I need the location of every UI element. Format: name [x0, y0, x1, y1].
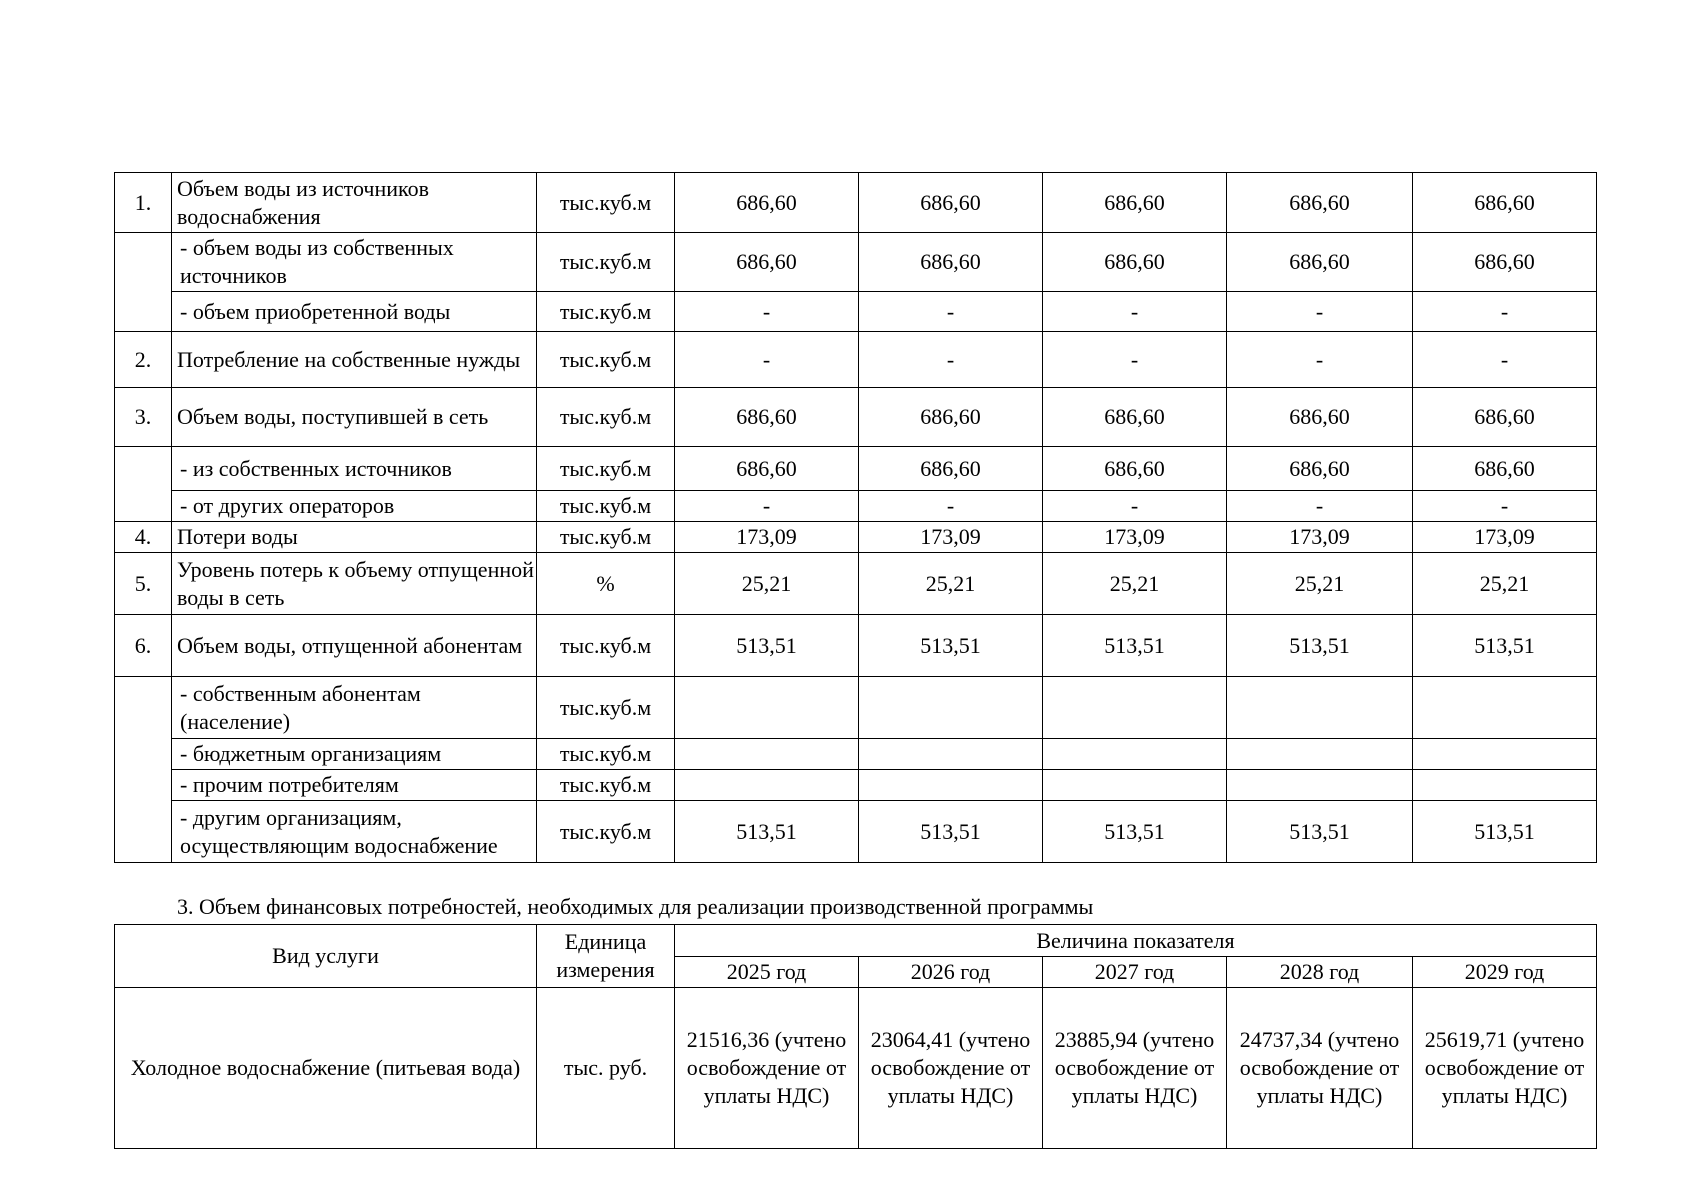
- indicator-name: - другим организациям, осуществляющим водоснабжение: [172, 801, 537, 863]
- table-row: [115, 522, 1597, 553]
- indicator-value: 686,60: [1227, 388, 1413, 447]
- indicator-value: 686,60: [859, 173, 1043, 233]
- indicator-name: - объем воды из собственных источников: [172, 233, 537, 292]
- table-row: [115, 553, 1597, 615]
- indicator-value: 513,51: [1043, 615, 1227, 677]
- indicator-value: 686,60: [1413, 388, 1597, 447]
- indicator-unit: тыс.куб.м: [537, 615, 675, 677]
- indicator-value: 686,60: [675, 233, 859, 292]
- indicator-value: [1227, 739, 1413, 770]
- indicator-value: 686,60: [675, 447, 859, 491]
- indicator-value: 686,60: [859, 447, 1043, 491]
- indicator-value: [1043, 770, 1227, 801]
- indicator-value: 513,51: [675, 615, 859, 677]
- indicator-value: [859, 770, 1043, 801]
- year-header: 2026 год: [859, 957, 1043, 988]
- row-number-empty: [115, 233, 172, 332]
- indicator-name: - из собственных источников: [172, 447, 537, 491]
- table-row: [115, 770, 1597, 801]
- indicator-name: - бюджетным организациям: [172, 739, 537, 770]
- indicator-name: Объем воды, поступившей в сеть: [172, 388, 537, 447]
- indicator-value: 686,60: [675, 173, 859, 233]
- year-header: 2027 год: [1043, 957, 1227, 988]
- indicator-unit: тыс.куб.м: [537, 447, 675, 491]
- indicator-value: 25,21: [1227, 553, 1413, 615]
- year-header: 2028 год: [1227, 957, 1413, 988]
- indicator-name: - прочим потребителям: [172, 770, 537, 801]
- table-row: [115, 233, 1597, 292]
- row-number: 5.: [115, 553, 172, 615]
- table-row: [115, 447, 1597, 491]
- row-number-empty: [115, 677, 172, 863]
- indicator-value: -: [675, 491, 859, 522]
- row-number: 1.: [115, 173, 172, 233]
- indicator-value: -: [859, 292, 1043, 332]
- indicator-value: -: [1413, 332, 1597, 388]
- indicator-name: Объем воды из источников водоснабжения: [172, 173, 537, 233]
- indicator-value: 513,51: [1043, 801, 1227, 863]
- indicator-unit: тыс.куб.м: [537, 801, 675, 863]
- year-header: 2025 год: [675, 957, 859, 988]
- indicator-value: 686,60: [1227, 447, 1413, 491]
- indicator-unit: тыс.куб.м: [537, 677, 675, 739]
- indicator-value: 173,09: [1043, 522, 1227, 553]
- indicator-value: [1413, 770, 1597, 801]
- indicator-value: [1227, 770, 1413, 801]
- indicator-value: 513,51: [859, 615, 1043, 677]
- indicator-value: -: [859, 491, 1043, 522]
- indicator-value: 513,51: [675, 801, 859, 863]
- financial-value: 23885,94 (учтено освобождение от уплаты НДС): [1043, 988, 1227, 1149]
- indicator-value: 173,09: [1227, 522, 1413, 553]
- table-row: [115, 801, 1597, 863]
- indicators-table: [114, 172, 1597, 863]
- header-value: Величина показателя: [675, 925, 1597, 957]
- financial-needs-table: [114, 924, 1597, 1149]
- indicator-value: 25,21: [859, 553, 1043, 615]
- indicator-value: -: [1043, 491, 1227, 522]
- indicator-value: 686,60: [859, 388, 1043, 447]
- indicator-name: Уровень потерь к объему отпущенной воды в сеть: [172, 553, 537, 615]
- table-row: [115, 739, 1597, 770]
- indicator-value: [1043, 739, 1227, 770]
- row-number: 3.: [115, 388, 172, 447]
- indicator-unit: тыс.куб.м: [537, 292, 675, 332]
- indicator-value: 513,51: [859, 801, 1043, 863]
- row-number: 6.: [115, 615, 172, 677]
- table-row: [115, 615, 1597, 677]
- indicator-value: 173,09: [859, 522, 1043, 553]
- indicator-value: -: [1227, 332, 1413, 388]
- indicator-unit: тыс.куб.м: [537, 173, 675, 233]
- indicator-value: -: [859, 332, 1043, 388]
- row-number-empty: [115, 447, 172, 522]
- indicator-name: Объем воды, отпущенной абонентам: [172, 615, 537, 677]
- service-unit: тыс. руб.: [537, 988, 675, 1149]
- indicator-value: 686,60: [675, 388, 859, 447]
- indicator-unit: тыс.куб.м: [537, 739, 675, 770]
- service-name: Холодное водоснабжение (питьевая вода): [115, 988, 537, 1149]
- indicator-value: 25,21: [675, 553, 859, 615]
- indicator-value: -: [1227, 292, 1413, 332]
- indicator-unit: тыс.куб.м: [537, 491, 675, 522]
- indicator-name: Потери воды: [172, 522, 537, 553]
- indicator-value: 173,09: [675, 522, 859, 553]
- table-row: [115, 332, 1597, 388]
- indicator-unit: %: [537, 553, 675, 615]
- indicator-value: [675, 770, 859, 801]
- indicator-unit: тыс.куб.м: [537, 233, 675, 292]
- table-row: [115, 292, 1597, 332]
- indicator-name: - собственным абонентам (население): [172, 677, 537, 739]
- indicator-name: - объем приобретенной воды: [172, 292, 537, 332]
- indicator-value: [1227, 677, 1413, 739]
- indicator-value: 686,60: [1043, 447, 1227, 491]
- indicator-value: -: [675, 292, 859, 332]
- indicator-value: [1413, 739, 1597, 770]
- indicator-unit: тыс.куб.м: [537, 388, 675, 447]
- indicator-value: 686,60: [1413, 447, 1597, 491]
- indicator-value: 513,51: [1227, 615, 1413, 677]
- indicator-unit: тыс.куб.м: [537, 770, 675, 801]
- indicator-value: 686,60: [1227, 233, 1413, 292]
- header-service: Вид услуги: [115, 925, 537, 988]
- indicator-value: 686,60: [1413, 173, 1597, 233]
- indicator-value: [859, 677, 1043, 739]
- indicator-value: 25,21: [1043, 553, 1227, 615]
- indicator-name: - от других операторов: [172, 491, 537, 522]
- indicator-value: 686,60: [1227, 173, 1413, 233]
- indicator-value: [1413, 677, 1597, 739]
- indicator-value: 25,21: [1413, 553, 1597, 615]
- indicator-value: -: [1413, 292, 1597, 332]
- indicator-value: -: [1413, 491, 1597, 522]
- indicator-value: 686,60: [1043, 388, 1227, 447]
- year-header: 2029 год: [1413, 957, 1597, 988]
- indicator-unit: тыс.куб.м: [537, 332, 675, 388]
- indicator-value: -: [1043, 292, 1227, 332]
- row-number: 4.: [115, 522, 172, 553]
- indicator-value: [675, 677, 859, 739]
- table-row: [115, 388, 1597, 447]
- financial-value: 23064,41 (учтено освобождение от уплаты НДС): [859, 988, 1043, 1149]
- table-row: [115, 677, 1597, 739]
- indicator-name: Потребление на собственные нужды: [172, 332, 537, 388]
- header-unit: Единица измерения: [537, 925, 675, 988]
- indicator-value: -: [675, 332, 859, 388]
- indicator-value: -: [1043, 332, 1227, 388]
- financial-value: 25619,71 (учтено освобождение от уплаты НДС): [1413, 988, 1597, 1149]
- row-number: 2.: [115, 332, 172, 388]
- indicator-value: [675, 739, 859, 770]
- indicator-value: 686,60: [859, 233, 1043, 292]
- indicator-value: [1043, 677, 1227, 739]
- indicator-value: 686,60: [1043, 233, 1227, 292]
- indicator-value: 513,51: [1227, 801, 1413, 863]
- table-row: [115, 173, 1597, 233]
- financial-value: 21516,36 (учтено освобождение от уплаты НДС): [675, 988, 859, 1149]
- indicator-value: 513,51: [1413, 801, 1597, 863]
- financial-value: 24737,34 (учтено освобождение от уплаты НДС): [1227, 988, 1413, 1149]
- indicator-value: 686,60: [1413, 233, 1597, 292]
- indicator-value: 686,60: [1043, 173, 1227, 233]
- indicator-value: 513,51: [1413, 615, 1597, 677]
- section-3-title: 3. Объем финансовых потребностей, необходимых для реализации производственной программы: [177, 894, 1094, 919]
- indicator-value: [859, 739, 1043, 770]
- indicator-value: 173,09: [1413, 522, 1597, 553]
- table-row: [115, 491, 1597, 522]
- indicator-value: -: [1227, 491, 1413, 522]
- indicator-unit: тыс.куб.м: [537, 522, 675, 553]
